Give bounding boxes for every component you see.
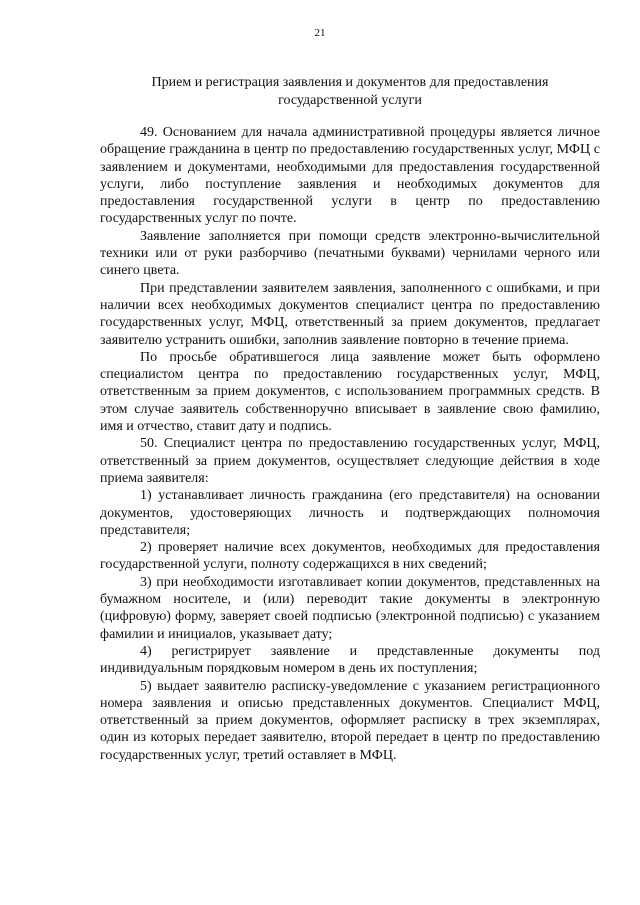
list-item-4: 4) регистрирует заявление и представленные документы под индивидуальным порядковым номером в день их поступления; <box>100 643 600 677</box>
paragraph-request-specialist: По просьбе обратившегося лица заявление может быть оформлено специалистом центра по предоставлению государственных услуг, МФЦ, ответственным за прием документов, с использованием программных средств. В этом случае заявитель собственноручно вписывает в заявление свою фамилию, имя и отчество, ставит дату и подпись. <box>100 349 600 435</box>
document-body <box>100 124 600 764</box>
paragraph-49: 49. Основанием для начала административной процедуры является личное обращение гражданина в центр по предоставлению государственных услуг, МФЦ с заявлением и документами, необходимыми для предоставления государственной услуги, либо поступление заявления и необходимых документов для предоставления государственной услуги в центр по предоставлению государственных услуг по почте. <box>100 125 600 227</box>
section-title: Прием и регистрация заявления и документов для предоставления государственной услуги <box>151 75 549 108</box>
list-item-3: 3) при необходимости изготавливает копии документов, представленных на бумажном носителе, и (или) переводит такие документы в электронную (цифровую) форму, заверяет своей подписью (электронной подписью) с указанием фамилии и инициалов, указывает дату; <box>100 574 600 642</box>
list-item-2: 2) проверяет наличие всех документов, необходимых для предоставления государственной услуги, полноту содержащихся в них сведений; <box>100 540 600 573</box>
paragraph-errors: При представлении заявителем заявления, заполненного с ошибками, и при наличии всех необходимых документов специалист центра по предоставлению государственных услуг, МФЦ, ответственный за прием документов, предлагает заявителю устранить ошибки, заполнив заявление повторно в течение приема. <box>100 280 600 348</box>
paragraph-application-filling: Заявление заполняется при помощи средств электронно-вычислительной техники или от руки разборчиво (печатными буквами) чернилами черного или синего цвета. <box>100 228 600 279</box>
page-number: 21 <box>314 27 326 39</box>
paragraph-50: 50. Специалист центра по предоставлению государственных услуг, МФЦ, ответственный за прием документов, осуществляет следующие действия в ходе приема заявителя: <box>100 436 600 486</box>
list-item-1: 1) устанавливает личность гражданина (его представителя) на основании документов, удостоверяющих личность и подтверждающих полномочия представителя; <box>100 488 600 538</box>
list-item-5: 5) выдает заявителю расписку-уведомление с указанием регистрационного номера заявления и описью представленных документов. Специалист МФЦ, ответственный за прием документов, оформляет расписку в трех экземплярах, один из которых передает заявителю, второй передает в центр по предоставлению государственных услуг, третий оставляет в МФЦ. <box>100 678 600 763</box>
